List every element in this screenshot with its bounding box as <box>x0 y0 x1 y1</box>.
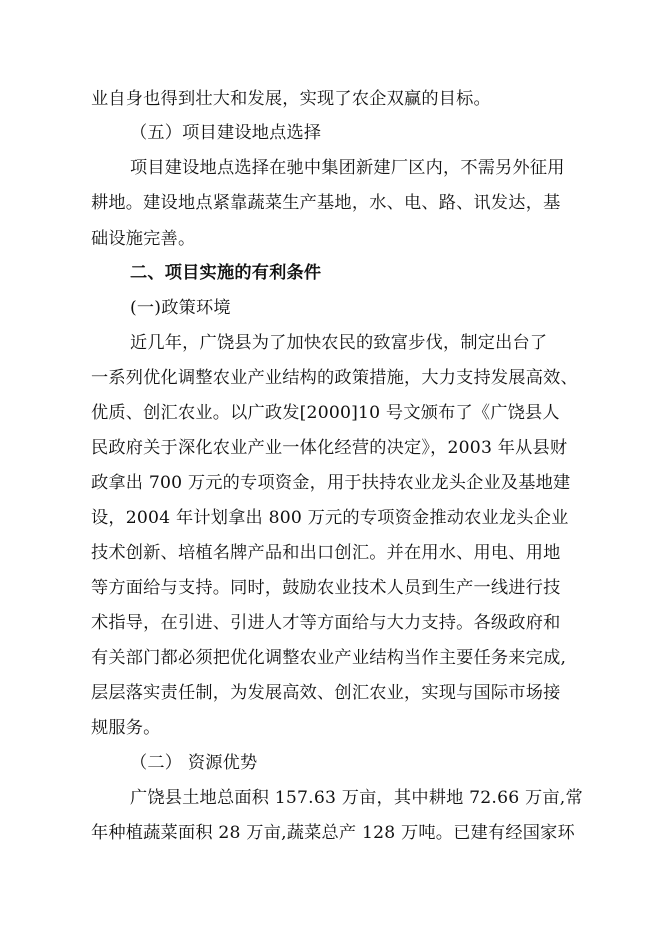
section-heading: （五）项目建设地点选择 <box>130 123 322 143</box>
text-line: 术指导，在引进、引进人才等方面给与大力支持。各级政府和 <box>91 613 561 633</box>
text-line: 设，2004 年计划拿出 800 万元的专项资金推动农业龙头企业 <box>91 508 569 528</box>
text-line: 有关部门都必须把优化调整农业产业结构当作主要任务来完成, <box>91 648 567 668</box>
text-line: 民政府关于深化农业产业一体化经营的决定》，2003 年从县财 <box>91 438 568 458</box>
text-line: 耕地。建设地点紧靠蔬菜生产基地，水、电、路、讯发达，基 <box>91 193 561 213</box>
section-heading: (一)政策环境 <box>130 298 231 318</box>
text-line: 础设施完善。 <box>91 229 196 249</box>
text-line: 政拿出 700 万元的专项资金，用于扶持农业龙头企业及基地建 <box>91 473 571 493</box>
text-line: 业自身也得到壮大和发展，实现了农企双赢的目标。 <box>91 89 491 109</box>
text-line: 规服务。 <box>91 718 161 738</box>
text-line: 年种植蔬菜面积 28 万亩,蔬菜总产 128 万吨。已建有经国家环 <box>91 823 575 843</box>
text-line: 优质、创汇农业。以广政发[2000]10 号文颁布了《广饶县人 <box>91 403 560 423</box>
text-line: 层层落实责任制，为发展高效、创汇农业，实现与国际市场接 <box>91 683 561 703</box>
text-line: 项目建设地点选择在驰中集团新建厂区内，不需另外征用 <box>130 158 565 178</box>
section-heading: （二） 资源优势 <box>130 753 258 773</box>
text-line: 广饶县土地总面积 157.63 万亩，其中耕地 72.66 万亩,常 <box>130 788 583 808</box>
text-line: 一系列优化调整农业产业结构的政策措施，大力支持发展高效、 <box>91 368 578 388</box>
text-line: 近几年，广饶县为了加快农民的致富步伐，制定出台了 <box>130 333 548 353</box>
chapter-heading: 二、项目实施的有利条件 <box>130 263 322 283</box>
text-line: 技术创新、培植名牌产品和出口创汇。并在用水、用电、用地 <box>91 543 561 563</box>
text-line: 等方面给与支持。同时，鼓励农业技术人员到生产一线进行技 <box>91 578 561 598</box>
